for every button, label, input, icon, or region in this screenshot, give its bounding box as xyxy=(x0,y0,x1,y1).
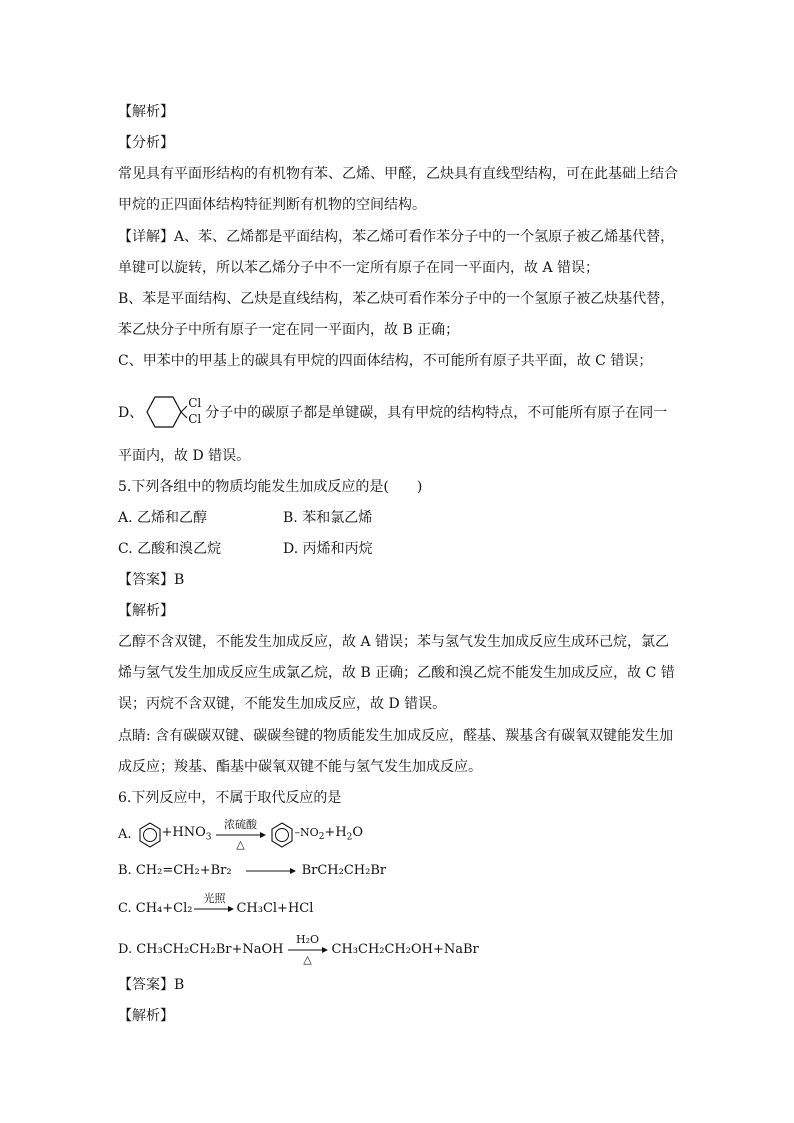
xiangjie-d-line-1 xyxy=(118,395,667,431)
xiangjie-d-prefix: D、 xyxy=(118,405,144,421)
nitro-group: $-NO_2$ xyxy=(294,825,325,843)
reaction-b xyxy=(118,861,386,881)
chlorine-label-1: Cl xyxy=(188,396,202,410)
jiexi-heading-1: 【解析】 xyxy=(118,104,174,120)
reaction-d-condition-bottom: △ xyxy=(303,953,312,966)
reaction-a-reagent-sub: 3 xyxy=(205,832,212,843)
xiangjie-d-text: 分子中的碳原子都是单键碳，具有甲烷的结构特点，不可能所有原子在同一 xyxy=(205,405,668,421)
reaction-d-arrow xyxy=(288,933,328,966)
reaction-a-tail-text: +H xyxy=(324,824,347,840)
jiexi-2-text-2: 烯与氢气发生加成反应生成氯乙烷，故 B 正确；乙酸和溴乙烷不能发生加成反应，故 C 错 xyxy=(118,665,675,681)
reaction-c xyxy=(118,892,314,919)
xiangjie-d-line-2: 平面内，故 D 错误。 xyxy=(118,448,251,464)
reaction-a-tail xyxy=(324,823,363,848)
reaction-d xyxy=(118,933,479,966)
xiangjie-a-text-1: A、苯、乙烯都是平面结构，苯乙烯可看作苯分子中的一个氢原子被乙烯基代替， xyxy=(174,229,675,245)
q5-option-a: A. 乙烯和乙醇 xyxy=(118,510,208,526)
right-arrow-icon xyxy=(246,867,296,875)
reaction-c-condition-top: 光照 xyxy=(203,892,226,905)
chlorine-label-2: Cl xyxy=(188,412,202,426)
reaction-c-product: CH₃Cl+HCl xyxy=(236,901,314,916)
q5-option-d: D. 丙烯和丙烷 xyxy=(283,541,373,557)
reaction-a-condition-top: 浓硫酸 xyxy=(224,818,258,831)
reaction-d-product: CH₃CH₂CH₂OH+NaBr xyxy=(331,942,479,957)
reaction-a-tail-end: O xyxy=(352,824,364,840)
q5-option-c: C. 乙酸和溴乙烷 xyxy=(118,541,222,557)
jiexi-heading-2: 【解析】 xyxy=(118,603,174,619)
jiexi-2-text-1: 乙醇不含双键，不能发生加成反应，故 A 错误；苯与氢气发生加成反应生成环己烷，氯乙 xyxy=(118,634,670,650)
answer-5: 【答案】B xyxy=(118,572,185,588)
reaction-b-product: BrCH₂CH₂Br xyxy=(301,863,387,878)
question-6: 6.下列反应中，不属于取代反应的是 xyxy=(118,790,342,806)
dianjing-text-2: 成反应；羧基、酯基中碳氧双键不能与氢气发生加成反应。 xyxy=(118,759,482,775)
reaction-c-arrow xyxy=(194,892,234,913)
nitrobenzene-ring-icon xyxy=(270,822,294,848)
fenxi-text-1: 常见具有平面形结构的有机物有苯、乙烯、甲醛，乙炔具有直线型结构，可在此基础上结合 xyxy=(118,166,678,182)
benzene-ring-icon xyxy=(138,822,162,848)
reaction-a-reagent xyxy=(162,823,212,848)
nitro-group-sub: 2 xyxy=(318,832,325,843)
xiangjie-b-line-2: 苯乙炔分子中所有原子一定在同一平面内，故 B 正确； xyxy=(118,322,460,338)
fenxi-heading: 【分析】 xyxy=(118,135,174,151)
reaction-a-tail-sub: 2 xyxy=(346,832,353,843)
fenxi-text-2: 甲烷的正四面体结构特征判断有机物的空间结构。 xyxy=(118,197,426,213)
q5-option-b: B. 苯和氯乙烯 xyxy=(283,510,373,526)
xiangjie-c-line: C、甲苯中的甲基上的碳具有甲烷的四面体结构，不可能所有原子共平面，故 C 错误； xyxy=(118,353,653,369)
nitro-group-text: NO xyxy=(300,825,319,839)
reaction-a-label: A. xyxy=(118,827,132,842)
reaction-b-reactants: B. CH₂=CH₂+Br₂ xyxy=(118,863,232,878)
reaction-d-reactants: D. CH₃CH₂CH₂Br+NaOH xyxy=(118,942,284,957)
answer-6: 【答案】B xyxy=(118,977,185,993)
reaction-a-reagent-text: +HNO xyxy=(161,824,206,840)
dichlorocyclohexane-structure xyxy=(143,395,205,431)
reaction-d-condition-top: H₂O xyxy=(295,933,320,946)
xiangjie-b-line-1: B、苯是平面结构、乙炔是直线结构，苯乙炔可看作苯分子中的一个氢原子被乙炔基代替， xyxy=(118,291,675,307)
question-5: 5.下列各组中的物质均能发生加成反应的是( ) xyxy=(118,479,423,495)
xiangjie-a-line-1 xyxy=(118,227,674,247)
reaction-a-arrow xyxy=(216,818,266,851)
xiangjie-tag: 【详解】 xyxy=(118,229,174,245)
reaction-a-condition-bottom: △ xyxy=(236,838,245,851)
reaction-a xyxy=(118,818,364,851)
reaction-b-arrow xyxy=(246,867,296,875)
jiexi-2-text-3: 误；丙烷不含双键，不能发生加成反应，故 D 错误。 xyxy=(118,696,447,712)
xiangjie-a-line-2: 单键可以旋转，所以苯乙烯分子中不一定所有原子在同一平面内，故 A 错误； xyxy=(118,260,600,276)
right-arrow-icon xyxy=(194,905,234,913)
reaction-c-reactants: C. CH₄+Cl₂ xyxy=(118,901,193,916)
dianjing-text-1: 点睛: 含有碳碳双键、碳碳叁键的物质能发生加成反应，醛基、羰基含有碳氧双键能发生加 xyxy=(118,728,674,744)
jiexi-heading-3: 【解析】 xyxy=(118,1008,174,1024)
